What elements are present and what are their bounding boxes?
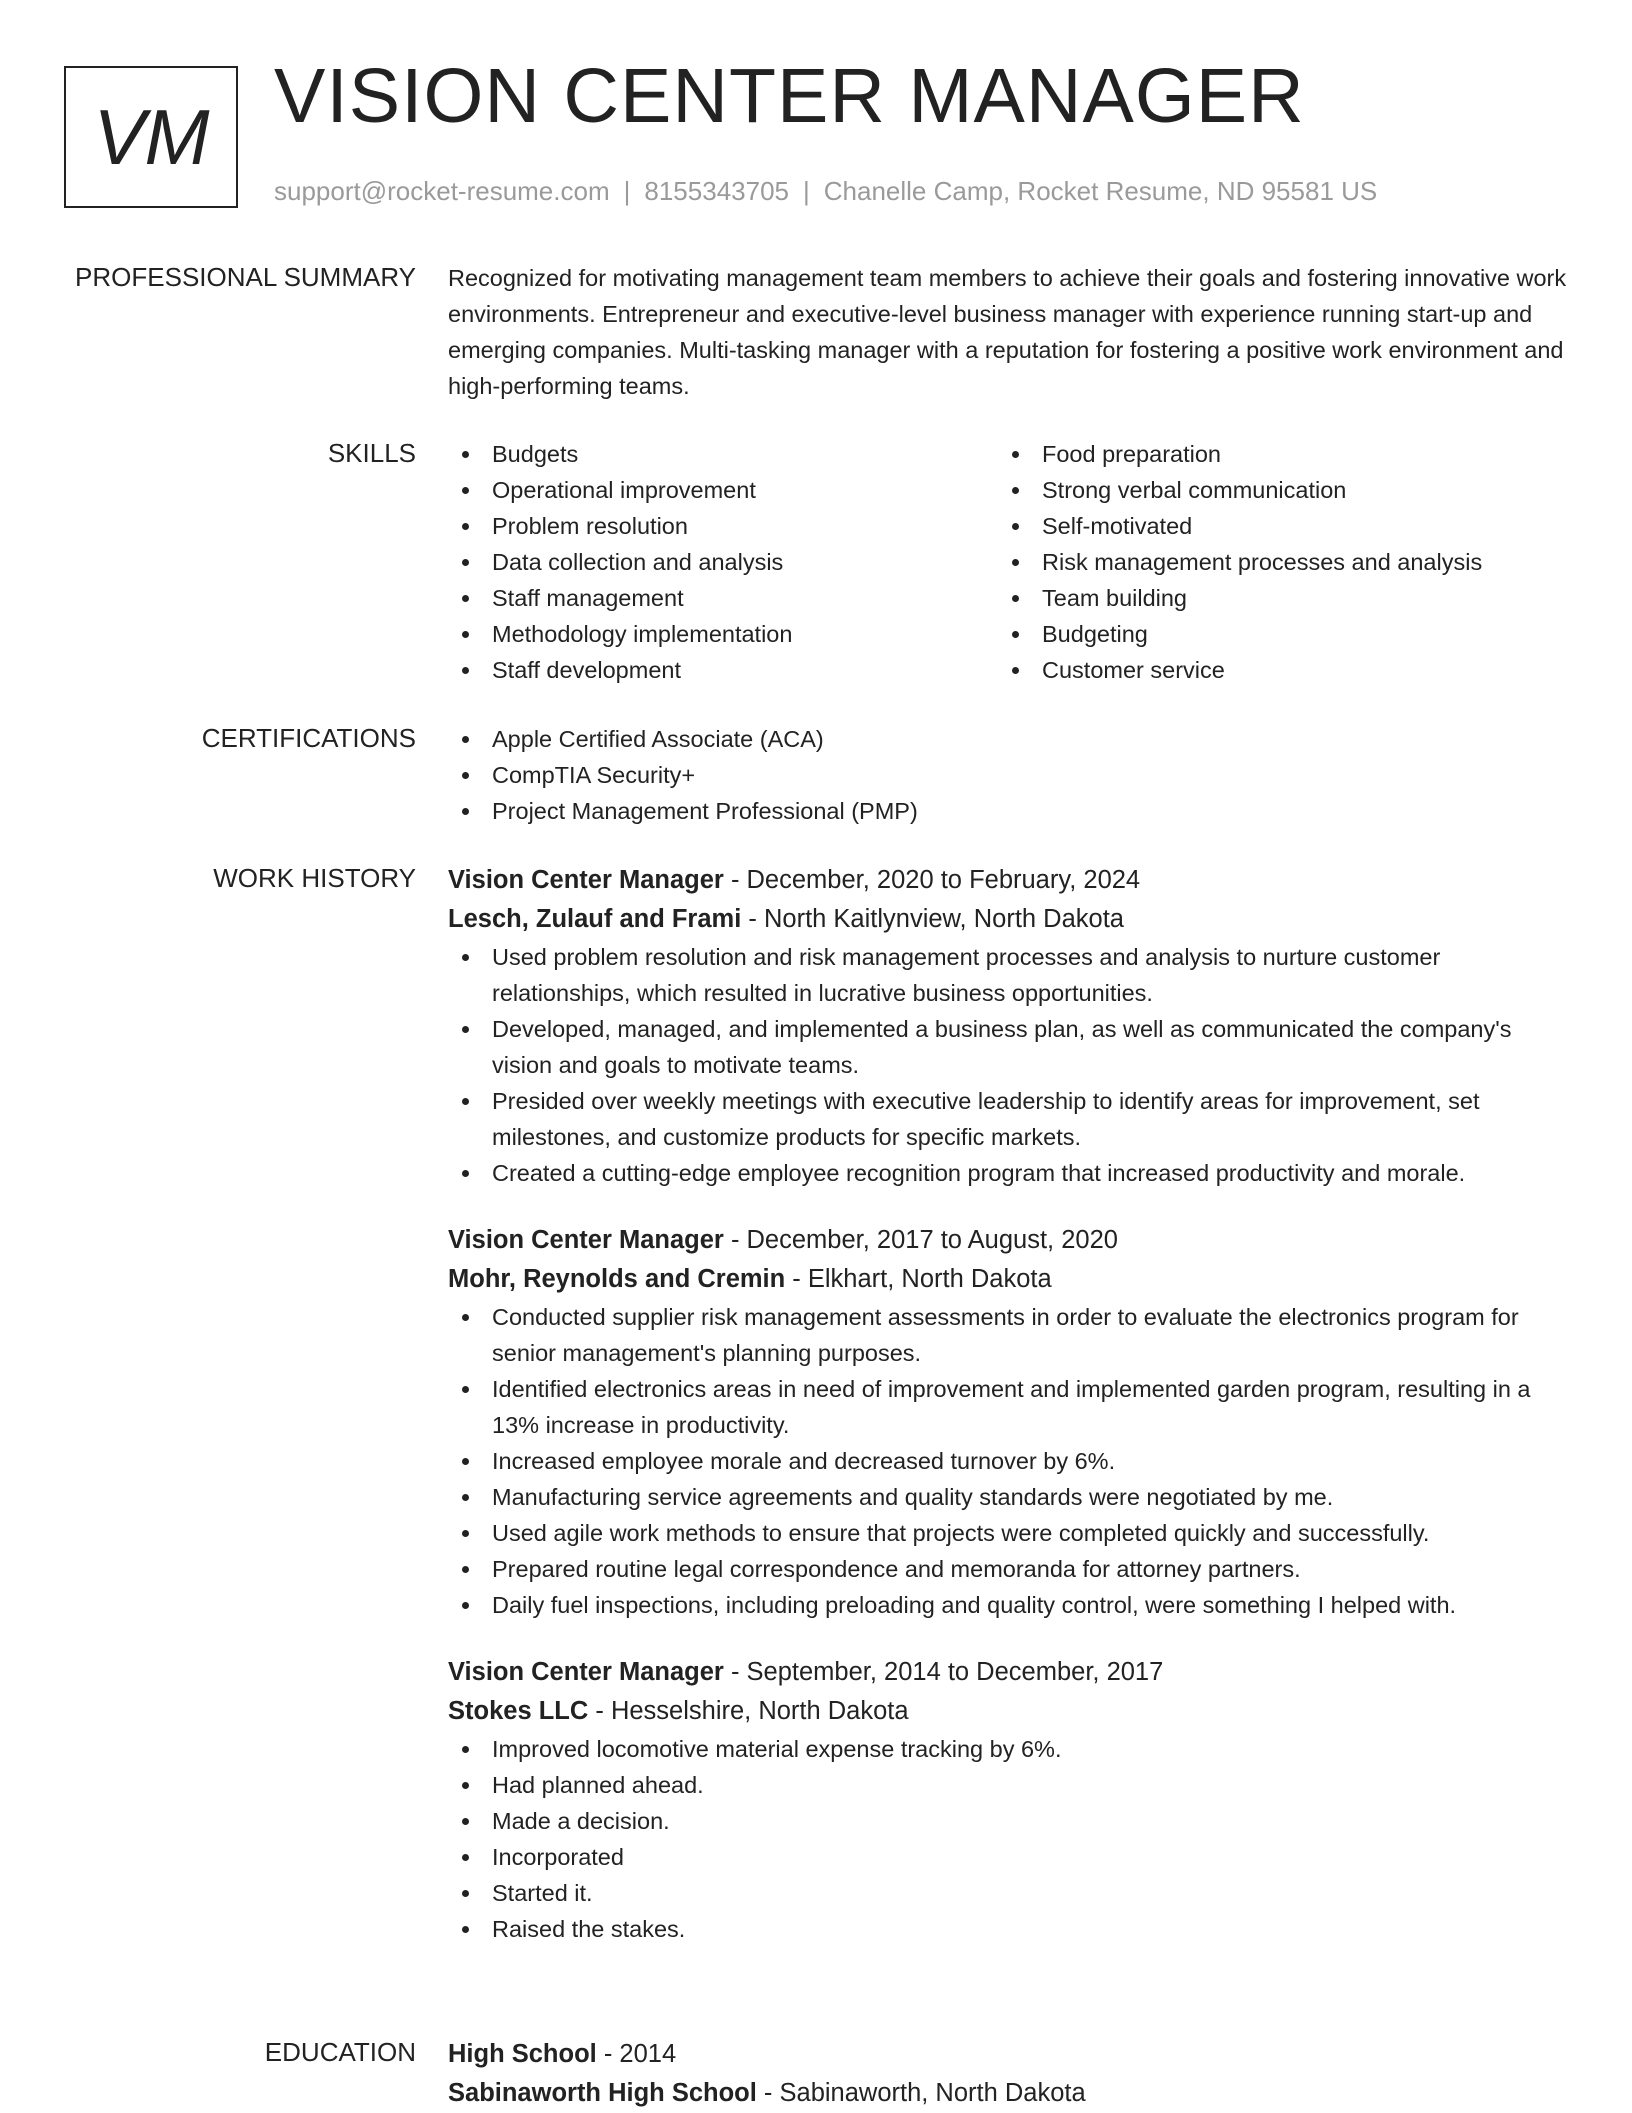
job-bullets bbox=[448, 1299, 1568, 1623]
job-company-line bbox=[448, 1692, 1568, 1731]
separator: | bbox=[623, 176, 631, 206]
job-bullet: Used agile work methods to ensure that projects were completed quickly and successfully. bbox=[448, 1515, 1568, 1551]
job-bullet: Improved locomotive material expense tracking by 6%. bbox=[448, 1731, 1568, 1767]
job-bullet: Manufacturing service agreements and quality standards were negotiated by me. bbox=[448, 1479, 1568, 1515]
separator: | bbox=[803, 176, 810, 206]
school-location: - Sabinaworth, North Dakota bbox=[756, 2079, 1086, 2107]
skill-item: Risk management processes and analysis bbox=[998, 544, 1548, 580]
certification-item: Project Management Professional (PMP) bbox=[448, 793, 1568, 829]
job-bullet: Prepared routine legal correspondence and memoranda for attorney partners. bbox=[448, 1551, 1568, 1587]
contact-line bbox=[274, 176, 1377, 206]
job-bullets bbox=[448, 939, 1568, 1191]
job-bullets bbox=[448, 1731, 1568, 1947]
job-title-line bbox=[448, 861, 1568, 900]
job-entry bbox=[448, 1221, 1568, 1623]
skills-list-left bbox=[448, 436, 998, 688]
job-bullet: Made a decision. bbox=[448, 1803, 1568, 1839]
job-title-line bbox=[448, 1653, 1568, 1692]
job-title-line bbox=[448, 1221, 1568, 1260]
company-location: - Hesselshire, North Dakota bbox=[588, 1697, 909, 1725]
education-degree-line bbox=[448, 2035, 1568, 2074]
job-bullet: Incorporated bbox=[448, 1839, 1568, 1875]
certification-item: Apple Certified Associate (ACA) bbox=[448, 721, 1568, 757]
job-bullet: Increased employee morale and decreased turnover by 6%. bbox=[448, 1443, 1568, 1479]
skill-item: Self-motivated bbox=[998, 508, 1548, 544]
skill-item: Problem resolution bbox=[448, 508, 998, 544]
job-company-line bbox=[448, 1260, 1568, 1299]
degree-year: - 2014 bbox=[596, 2040, 677, 2068]
jobs-list bbox=[448, 861, 1568, 1977]
job-bullet: Had planned ahead. bbox=[448, 1767, 1568, 1803]
phone-text: 8155343705 bbox=[644, 176, 789, 206]
section-title: CERTIFICATIONS bbox=[201, 723, 416, 753]
skill-item: Food preparation bbox=[998, 436, 1548, 472]
job-bullet: Created a cutting-edge employee recognition program that increased productivity and morale. bbox=[448, 1155, 1568, 1191]
job-dates: - December, 2017 to August, 2020 bbox=[723, 1226, 1118, 1254]
skills-list-right bbox=[998, 436, 1548, 688]
section-title: EDUCATION bbox=[264, 2037, 416, 2067]
job-bullet: Presided over weekly meetings with executive leadership to identify areas for improvement, set milestones, and customize products for specific markets. bbox=[448, 1083, 1568, 1155]
skill-item: Data collection and analysis bbox=[448, 544, 998, 580]
section-title: SKILLS bbox=[327, 438, 416, 468]
summary-text: Recognized for motivating management team members to achieve their goals and fostering innovative work environments. Entrepreneur and executive-level business manager with experience running start-up and emerging companies. Multi-tasking manager with a reputation for fostering a positive work environment and high-performing teams. bbox=[448, 265, 1567, 399]
degree-name: High School bbox=[448, 2040, 597, 2068]
skill-item: Operational improvement bbox=[448, 472, 998, 508]
skill-item: Budgets bbox=[448, 436, 998, 472]
education-school-line bbox=[448, 2074, 1568, 2113]
certification-item: CompTIA Security+ bbox=[448, 757, 1568, 793]
address-text: Chanelle Camp, Rocket Resume, ND 95581 US bbox=[823, 176, 1378, 206]
job-bullet: Raised the stakes. bbox=[448, 1911, 1568, 1947]
company-name: Lesch, Zulauf and Frami bbox=[448, 905, 742, 933]
page-title: VISION CENTER MANAGER bbox=[274, 53, 1305, 139]
section-title: WORK HISTORY bbox=[213, 863, 416, 893]
job-dates: - December, 2020 to February, 2024 bbox=[723, 866, 1141, 894]
job-dates: - September, 2014 to December, 2017 bbox=[723, 1658, 1164, 1686]
skill-item: Staff management bbox=[448, 580, 998, 616]
school-name: Sabinaworth High School bbox=[448, 2079, 757, 2107]
job-bullet: Used problem resolution and risk management processes and analysis to nurture customer relationships, which resulted in lucrative business opportunities. bbox=[448, 939, 1568, 1011]
job-bullet: Daily fuel inspections, including preloading and quality control, were something I helped with. bbox=[448, 1587, 1568, 1623]
skills-columns bbox=[448, 436, 1568, 688]
job-entry bbox=[448, 1653, 1568, 1947]
skill-item: Team building bbox=[998, 580, 1548, 616]
job-role: Vision Center Manager bbox=[448, 1226, 724, 1254]
job-bullet: Started it. bbox=[448, 1875, 1568, 1911]
company-location: - North Kaitlynview, North Dakota bbox=[741, 905, 1124, 933]
email-text: support@rocket-resume.com bbox=[274, 176, 610, 206]
skill-item: Customer service bbox=[998, 652, 1548, 688]
job-role: Vision Center Manager bbox=[448, 866, 724, 894]
company-location: - Elkhart, North Dakota bbox=[785, 1265, 1052, 1293]
section-title: PROFESSIONAL SUMMARY bbox=[75, 262, 416, 292]
job-bullet: Identified electronics areas in need of improvement and implemented garden program, resulting in a 13% increase in productivity. bbox=[448, 1371, 1568, 1443]
skill-item: Budgeting bbox=[998, 616, 1548, 652]
skill-item: Strong verbal communication bbox=[998, 472, 1548, 508]
certifications-list bbox=[448, 721, 1568, 829]
job-bullet: Developed, managed, and implemented a business plan, as well as communicated the company's vision and goals to motivate teams. bbox=[448, 1011, 1568, 1083]
job-entry bbox=[448, 861, 1568, 1191]
job-role: Vision Center Manager bbox=[448, 1658, 724, 1686]
company-name: Stokes LLC bbox=[448, 1697, 589, 1725]
company-name: Mohr, Reynolds and Cremin bbox=[448, 1265, 786, 1293]
skill-item: Staff development bbox=[448, 652, 998, 688]
monogram-logo: VM bbox=[64, 66, 238, 208]
skill-item: Methodology implementation bbox=[448, 616, 998, 652]
job-company-line bbox=[448, 900, 1568, 939]
job-bullet: Conducted supplier risk management assessments in order to evaluate the electronics program for senior management's planning purposes. bbox=[448, 1299, 1568, 1371]
